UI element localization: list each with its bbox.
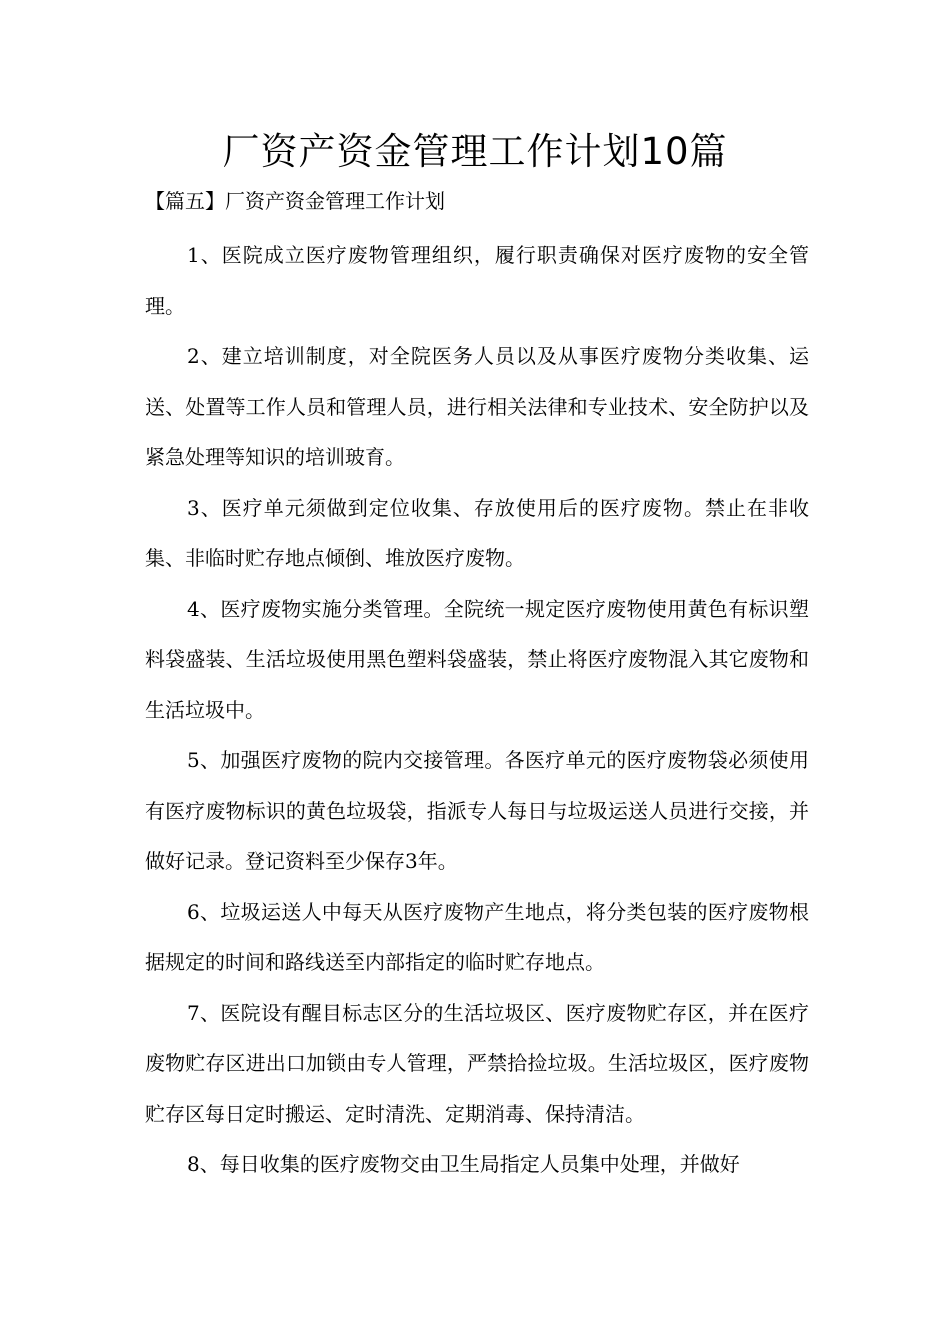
paragraph-3: 3、医疗单元须做到定位收集、存放使用后的医疗废物。禁止在非收集、非临时贮存地点倾倒、堆放医疗废物。 — [145, 495, 809, 570]
paragraph-7: 7、医院设有醒目标志区分的生活垃圾区、医疗废物贮存区，并在医疗废物贮存区进出口加锁由专人管理，严禁拾捡垃圾。生活垃圾区，医疗废物贮存区每日定时搬运、定时清洗、定期消毒、保持清洁。 — [145, 1000, 809, 1126]
paragraph-5: 5、加强医疗废物的院内交接管理。各医疗单元的医疗废物袋必须使用有医疗废物标识的黄色垃圾袋，指派专人每日与垃圾运送人员进行交接，并做好记录。登记资料至少保存3年。 — [145, 748, 809, 873]
paragraph-8: 8、每日收集的医疗废物交由卫生局指定人员集中处理，并做好 — [187, 1152, 740, 1176]
document-title: 厂资产资金管理工作计划10篇 — [222, 130, 728, 173]
section-heading: 【篇五】厂资产资金管理工作计划 — [145, 189, 445, 213]
paragraph-2: 2、建立培训制度，对全院医务人员以及从事医疗废物分类收集、运送、处置等工作人员和管理人员，进行相关法律和专业技术、安全防护以及紧急处理等知识的培训玻育。 — [145, 344, 809, 469]
paragraph-1: 1、医院成立医疗废物管理组织，履行职责确保对医疗废物的安全管理。 — [145, 243, 809, 318]
document-body — [145, 230, 809, 1190]
paragraph-6: 6、垃圾运送人中每天从医疗废物产生地点，将分类包装的医疗废物根据规定的时间和路线送至内部指定的临时贮存地点。 — [145, 899, 809, 974]
paragraph-4: 4、医疗废物实施分类管理。全院统一规定医疗废物使用黄色有标识塑料袋盛装、生活垃圾使用黑色塑料袋盛装，禁止将医疗废物混入其它废物和生活垃圾中。 — [145, 596, 809, 722]
